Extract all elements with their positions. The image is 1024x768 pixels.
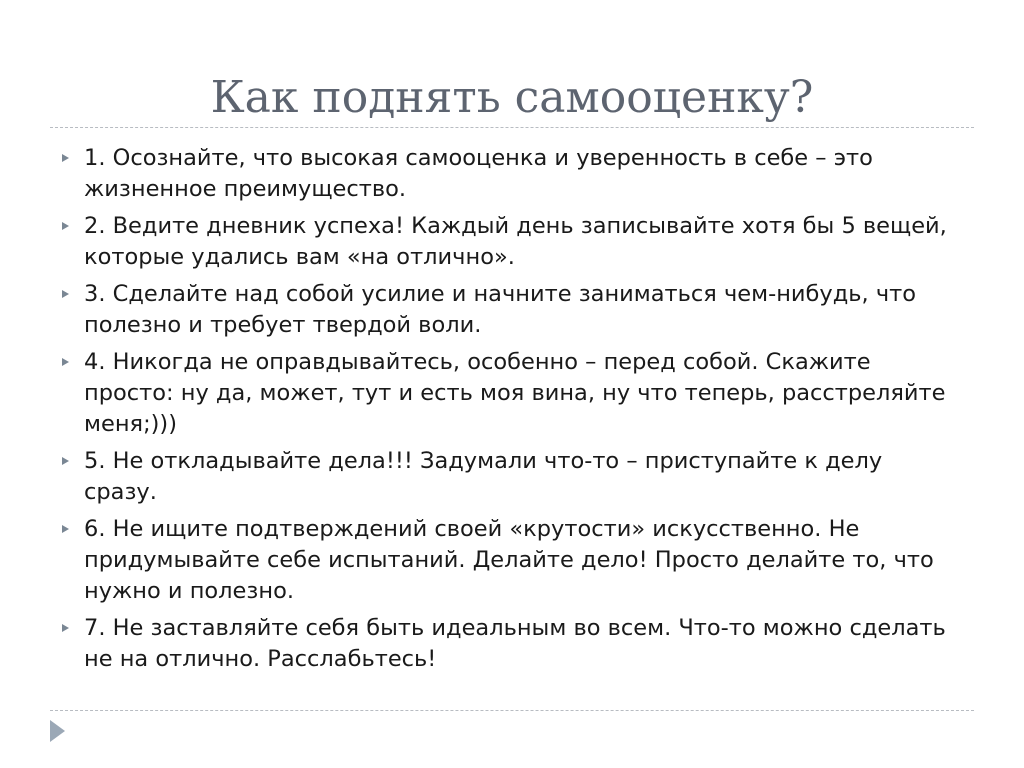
list-item-text: 1. Осознайте, что высокая самооценка и уверенность в себе – это жизненное преимущество. [84,145,873,202]
triangle-bullet-icon [62,457,69,465]
list-item-text: 6. Не ищите подтверждений своей «крутости» искусственно. Не придумывайте себе испытаний. Делайте дело! Просто делайте то, что нужно и полезно. [84,516,934,604]
triangle-bullet-icon [62,222,69,230]
slide-title: Как поднять самооценку? [210,72,814,123]
list-item [60,211,960,273]
triangle-nav-icon[interactable] [50,720,65,742]
list-item [60,446,960,508]
list-item-text: 5. Не откладывайте дела!!! Задумали что-то – приступайте к делу сразу. [84,448,883,505]
triangle-bullet-icon [62,525,69,533]
triangle-bullet-icon [62,358,69,366]
footer-divider [50,710,974,711]
list-item-text: 4. Никогда не оправдывайтесь, особенно – перед собой. Скажите просто: ну да, может, тут и есть моя вина, ну что теперь, расстреляйте меня;))) [84,349,946,437]
title-divider [50,127,974,128]
list-item-text: 2. Ведите дневник успеха! Каждый день записывайте хотя бы 5 вещей, которые удались вам «на отлично». [84,213,947,270]
list-item [60,347,960,440]
bullet-list [60,143,960,681]
triangle-bullet-icon [62,624,69,632]
list-item [60,279,960,341]
list-item [60,613,960,675]
list-item [60,143,960,205]
triangle-bullet-icon [62,154,69,162]
list-item-text: 7. Не заставляйте себя быть идеальным во всем. Что-то можно сделать не на отлично. Расслабьтесь! [84,615,946,672]
list-item [60,514,960,607]
list-item-text: 3. Сделайте над собой усилие и начните заниматься чем-нибудь, что полезно и требует твердой воли. [84,281,917,338]
triangle-bullet-icon [62,290,69,298]
